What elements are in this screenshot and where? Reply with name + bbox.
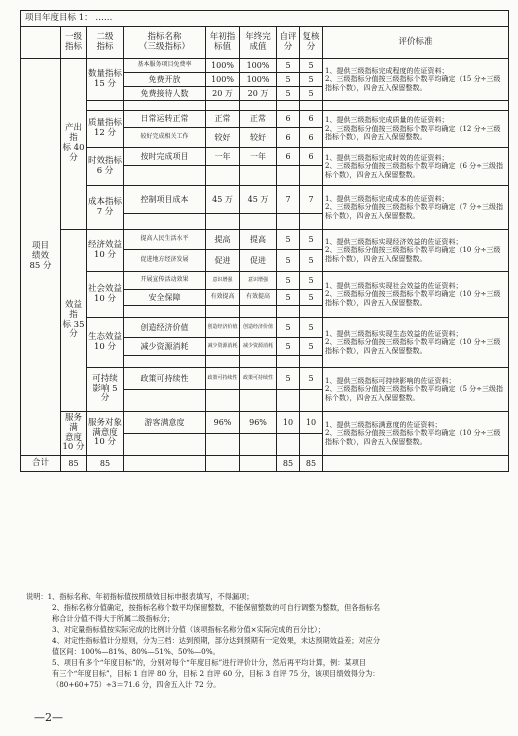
note-line: 有三个“年度目标”，目标 1 自评 80 分，目标 2 自评 60 分，目标 3 自评 75 分，该项目绩效得分为： bbox=[52, 669, 380, 678]
note-line: 说明：1、指标名称、年初指标值按照绩效目标申报表填写，不得漏项； bbox=[26, 592, 254, 601]
blank-cell bbox=[206, 101, 240, 111]
indicator-initial: 正常 bbox=[206, 111, 240, 128]
level2-timeliness: 时效指标 6 分 bbox=[87, 148, 124, 186]
indicator-name: 基本服务项目免费率 bbox=[124, 59, 206, 73]
blank-cell bbox=[240, 214, 277, 230]
total-label: 合计 bbox=[21, 456, 61, 472]
indicator-initial: 创造经济价值 bbox=[206, 318, 240, 338]
note-line: 5、项目有多个“年度目标”的，分别对每个“年度目标”进行评价计分，然后再平均计算，例：某项目 bbox=[52, 658, 366, 667]
indicator-initial: 意识增强 bbox=[206, 272, 240, 290]
indicator-review: 5 bbox=[300, 250, 323, 272]
indicator-final: 100% bbox=[240, 59, 277, 73]
indicator-self: 5 bbox=[277, 250, 300, 272]
level2-cost: 成本指标 7 分 bbox=[87, 186, 124, 230]
indicator-final: 一年 bbox=[240, 148, 277, 166]
level2-quality: 质量指标 12 分 bbox=[87, 111, 124, 148]
category-project-performance: 项目 绩效 85 分 bbox=[21, 59, 61, 456]
indicator-name: 控制项目成本 bbox=[124, 186, 206, 214]
blank-cell bbox=[300, 214, 323, 230]
level2-service-target: 服务对象 满意度 10 分 bbox=[87, 412, 124, 456]
indicator-review: 5 bbox=[300, 73, 323, 87]
indicator-final: 政策可持续性 bbox=[240, 368, 277, 390]
indicator-final: 100% bbox=[240, 73, 277, 87]
category-benefit: 效益指 标 35 分 bbox=[61, 230, 87, 412]
indicator-self: 5 bbox=[277, 290, 300, 306]
note-line: 4、对定性指标值计分原则，分为三档：达到预期，部分达到预期有一定效果，未达预期效益差；对应分 bbox=[52, 636, 381, 645]
note-line: 3、对定量指标值按实际完成的比例计分值（该项指标名称分值×实际完成的百分比）； bbox=[52, 625, 325, 634]
blank-cell bbox=[206, 166, 240, 186]
header-criteria: 评价标准 bbox=[323, 27, 509, 59]
indicator-name: 较好完成相关工作 bbox=[124, 128, 206, 148]
blank-cell bbox=[277, 306, 300, 318]
blank-cell bbox=[240, 166, 277, 186]
category-satisfaction: 服务满 意度 10 分 bbox=[61, 412, 87, 456]
explanation-notes bbox=[26, 591, 504, 690]
blank-cell bbox=[240, 456, 277, 472]
blank-cell bbox=[206, 390, 240, 412]
indicator-final: 有效提高 bbox=[240, 290, 277, 306]
blank-cell bbox=[206, 306, 240, 318]
blank-cell bbox=[240, 390, 277, 412]
blank-cell bbox=[240, 356, 277, 368]
header-level2: 二级 指标 bbox=[87, 27, 124, 59]
indicator-initial: 100% bbox=[206, 73, 240, 87]
header-blank bbox=[21, 27, 61, 59]
blank-cell bbox=[124, 434, 206, 456]
indicator-review: 5 bbox=[300, 290, 323, 306]
indicator-review: 5 bbox=[300, 368, 323, 390]
blank-cell bbox=[124, 166, 206, 186]
blank-cell bbox=[323, 456, 509, 472]
note-line: （80+60+75）÷3＝71.6 分，四舍五入计 72 分。 bbox=[52, 680, 221, 689]
indicator-review: 5 bbox=[300, 338, 323, 356]
indicator-initial: 政策可持续性 bbox=[206, 368, 240, 390]
page-number: —2— bbox=[34, 711, 63, 724]
criteria-ecological: 1、提供三级指标实现生态效益的佐证资料； 2、三级指标分值按三级指标个数平均确定（10 分÷三级指标个数），四舍五入保留整数。 bbox=[323, 318, 509, 368]
indicator-name: 免费接待人数 bbox=[124, 87, 206, 101]
performance-evaluation-table bbox=[20, 10, 509, 472]
blank-cell bbox=[300, 356, 323, 368]
indicator-self: 10 bbox=[277, 412, 300, 434]
level2-sustainable: 可持续 影响 5 分 bbox=[87, 368, 124, 412]
indicator-name: 开展宣传活动效果 bbox=[124, 272, 206, 290]
header-level1: 一级 指标 bbox=[61, 27, 87, 59]
indicator-self: 6 bbox=[277, 128, 300, 148]
level2-ecological: 生态效益 10 分 bbox=[87, 318, 124, 368]
indicator-name: 游客满意度 bbox=[124, 412, 206, 434]
blank-cell bbox=[124, 306, 206, 318]
blank-cell bbox=[124, 356, 206, 368]
blank-cell bbox=[277, 214, 300, 230]
header-initial-value: 年初指 标值 bbox=[206, 27, 240, 59]
blank-cell bbox=[206, 214, 240, 230]
header-self-score: 自评 分 bbox=[277, 27, 300, 59]
indicator-review: 6 bbox=[300, 148, 323, 166]
indicator-final: 正常 bbox=[240, 111, 277, 128]
blank-cell bbox=[124, 214, 206, 230]
blank-cell bbox=[124, 101, 206, 111]
indicator-initial: 较好 bbox=[206, 128, 240, 148]
criteria-timeliness: 1、提供三级指标完成时效的佐证资料； 2、三级指标分值按三级指标个数平均确定（6 分÷三级指标个数），四舍五入保留整数。 bbox=[323, 148, 509, 186]
blank-cell bbox=[323, 101, 509, 111]
blank-cell bbox=[277, 390, 300, 412]
indicator-name: 免费开放 bbox=[124, 73, 206, 87]
criteria-cost: 1、提供三级指标完成成本的佐证资料； 2、三级指标分值按三级指标个数平均确定（7 分÷三级指标个数），四舍五入保留整数。 bbox=[323, 186, 509, 230]
criteria-social: 1、提供三级指标实现社会效益的佐证资料； 2、三级指标分值按三级指标个数平均确定（10 分÷三级指标个数），四舍五入保留整数。 bbox=[323, 272, 509, 318]
blank-cell bbox=[300, 390, 323, 412]
indicator-final: 较好 bbox=[240, 128, 277, 148]
indicator-self: 5 bbox=[277, 318, 300, 338]
criteria-quality: 1、提供三级指标完成质量的佐证资料； 2、三级指标分值按三级指标个数平均确定（12 分÷三级指标个数），四舍五入保留整数。 bbox=[323, 111, 509, 148]
blank-cell bbox=[124, 456, 206, 472]
criteria-quantity: 1、提供三级指标完成程度的佐证资料； 2、三级指标分值按三级指标个数平均确定（15 分÷三级指标个数），四舍五入保留整数。 bbox=[323, 59, 509, 101]
indicator-initial: 45 万 bbox=[206, 186, 240, 214]
indicator-final: 45 万 bbox=[240, 186, 277, 214]
indicator-review: 7 bbox=[300, 186, 323, 214]
criteria-sustainable: 1、提供三级指标可持续影响的佐证资料； 2、三级指标分值按三级指标个数平均确定（5 分÷三级指标个数），四舍五入保留整数。 bbox=[323, 368, 509, 412]
indicator-final: 减少资源消耗 bbox=[240, 338, 277, 356]
total-level1: 85 bbox=[61, 456, 87, 472]
header-review-score: 复核 分 bbox=[300, 27, 323, 59]
blank-cell bbox=[206, 356, 240, 368]
blank-cell bbox=[124, 390, 206, 412]
note-line: 2、指标名称分值确定，按指标名称个数平均保留整数，不能保留整数的可自行调整为整数，但各指标名 bbox=[52, 603, 381, 612]
indicator-self: 5 bbox=[277, 338, 300, 356]
indicator-final: 促进 bbox=[240, 250, 277, 272]
indicator-self: 5 bbox=[277, 87, 300, 101]
indicator-name: 提高人民生活水平 bbox=[124, 230, 206, 250]
indicator-name: 促进地方经济发展 bbox=[124, 250, 206, 272]
indicator-self: 5 bbox=[277, 230, 300, 250]
blank-cell bbox=[277, 101, 300, 111]
indicator-initial: 一年 bbox=[206, 148, 240, 166]
blank-cell bbox=[300, 434, 323, 456]
blank-cell bbox=[300, 306, 323, 318]
indicator-name: 创造经济价值 bbox=[124, 318, 206, 338]
total-level2: 85 bbox=[87, 456, 124, 472]
indicator-final: 创造经济价值 bbox=[240, 318, 277, 338]
blank-cell bbox=[277, 166, 300, 186]
blank-cell bbox=[300, 166, 323, 186]
criteria-economic: 1、提供三级指标实现经济效益的佐证资料； 2、三级指标分值按三级指标个数平均确定（10 分÷三级指标个数），四舍五入保留整数。 bbox=[323, 230, 509, 272]
indicator-final: 意识增强 bbox=[240, 272, 277, 290]
blank-cell bbox=[206, 434, 240, 456]
indicator-self: 5 bbox=[277, 59, 300, 73]
indicator-name: 日常运转正常 bbox=[124, 111, 206, 128]
level2-social: 社会效益 10 分 bbox=[87, 272, 124, 318]
blank-cell bbox=[277, 356, 300, 368]
blank-cell bbox=[240, 101, 277, 111]
indicator-initial: 100% bbox=[206, 59, 240, 73]
indicator-initial: 20 万 bbox=[206, 87, 240, 101]
indicator-final: 提高 bbox=[240, 230, 277, 250]
indicator-review: 5 bbox=[300, 87, 323, 101]
blank-cell bbox=[300, 101, 323, 111]
indicator-self: 5 bbox=[277, 73, 300, 87]
indicator-initial: 96% bbox=[206, 412, 240, 434]
indicator-self: 6 bbox=[277, 148, 300, 166]
header-indicator-name: 指标名称 （三级指标） bbox=[124, 27, 206, 59]
indicator-initial: 减少资源消耗 bbox=[206, 338, 240, 356]
blank-cell bbox=[277, 434, 300, 456]
note-line: 值区间：100%—81%、80%—51%、50%—0%。 bbox=[52, 647, 220, 656]
indicator-review: 5 bbox=[300, 318, 323, 338]
category-output: 产出指 标 40 分 bbox=[61, 59, 87, 230]
indicator-name: 政策可持续性 bbox=[124, 368, 206, 390]
header-final-value: 年终完 成值 bbox=[240, 27, 277, 59]
total-self: 85 bbox=[277, 456, 300, 472]
indicator-final: 96% bbox=[240, 412, 277, 434]
note-line: 称合计分值不得大于所属二级指标分； bbox=[52, 614, 175, 623]
indicator-self: 6 bbox=[277, 111, 300, 128]
indicator-self: 5 bbox=[277, 272, 300, 290]
indicator-review: 5 bbox=[300, 59, 323, 73]
indicator-self: 7 bbox=[277, 186, 300, 214]
indicator-self: 5 bbox=[277, 368, 300, 390]
total-review: 85 bbox=[300, 456, 323, 472]
criteria-satisfaction: 1、提供三级指标满意度的佐证资料； 2、三级指标分值按三级指标个数平均确定（10 分÷三级指标个数），四舍五入保留整数。 bbox=[323, 412, 509, 456]
indicator-name: 减少资源消耗 bbox=[124, 338, 206, 356]
indicator-name: 安全保障 bbox=[124, 290, 206, 306]
year-goal-label: 项目年度目标 1： …… bbox=[21, 11, 509, 27]
level2-economic: 经济效益 10 分 bbox=[87, 230, 124, 272]
blank-cell bbox=[240, 306, 277, 318]
indicator-review: 6 bbox=[300, 111, 323, 128]
indicator-name: 按时完成项目 bbox=[124, 148, 206, 166]
indicator-initial: 提高 bbox=[206, 230, 240, 250]
indicator-review: 5 bbox=[300, 230, 323, 250]
indicator-review: 10 bbox=[300, 412, 323, 434]
blank-cell bbox=[87, 101, 124, 111]
indicator-final: 20 万 bbox=[240, 87, 277, 101]
indicator-review: 6 bbox=[300, 128, 323, 148]
blank-cell bbox=[240, 434, 277, 456]
indicator-initial: 促进 bbox=[206, 250, 240, 272]
indicator-initial: 有效提高 bbox=[206, 290, 240, 306]
indicator-review: 5 bbox=[300, 272, 323, 290]
blank-cell bbox=[206, 456, 240, 472]
level2-quantity: 数量指标 15 分 bbox=[87, 59, 124, 101]
